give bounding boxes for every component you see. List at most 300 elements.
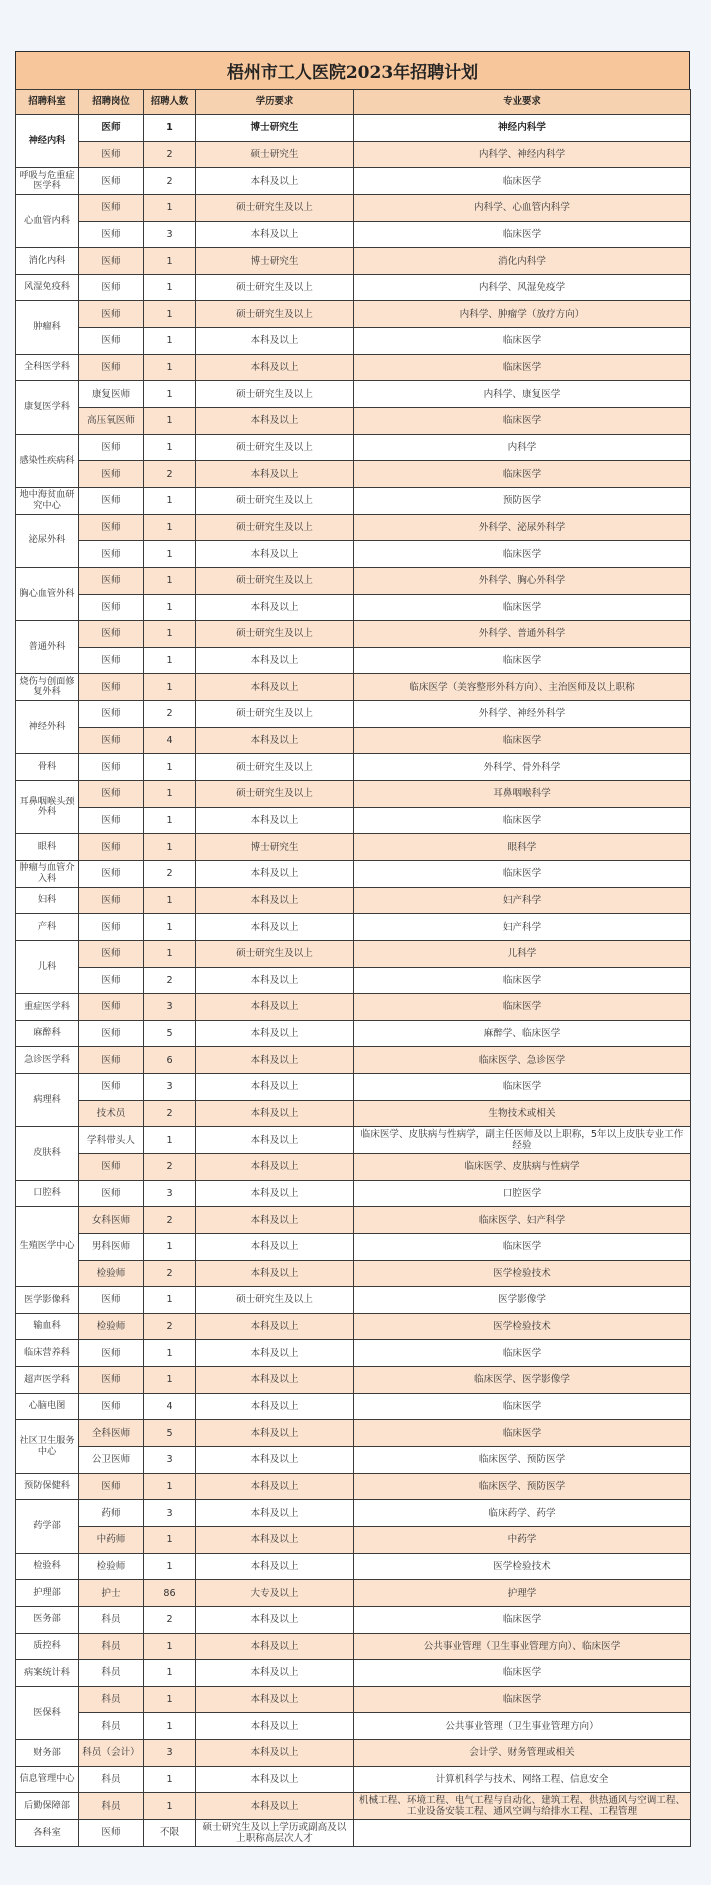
position-cell: 医师 — [79, 1367, 144, 1394]
position-cell: 医师 — [79, 781, 144, 808]
count-cell: 4 — [144, 727, 196, 754]
position-cell: 医师 — [79, 701, 144, 728]
count-cell: 4 — [144, 1393, 196, 1420]
table-row — [16, 727, 691, 754]
department-cell: 后勤保障部 — [16, 1793, 79, 1820]
education-cell: 本科及以上 — [196, 221, 354, 248]
major-cell: 临床医学、预防医学 — [354, 1447, 691, 1474]
position-cell: 医师 — [79, 141, 144, 168]
table-row — [16, 1127, 691, 1154]
major-cell: 临床医学 — [354, 1420, 691, 1447]
position-cell: 医师 — [79, 887, 144, 914]
position-cell: 康复医师 — [79, 381, 144, 408]
major-cell: 口腔医学 — [354, 1180, 691, 1207]
department-cell: 普通外科 — [16, 621, 79, 674]
education-cell: 博士研究生 — [196, 115, 354, 142]
education-cell: 本科及以上 — [196, 1686, 354, 1713]
education-cell: 本科及以上 — [196, 328, 354, 355]
count-cell: 2 — [144, 461, 196, 488]
education-cell: 本科及以上 — [196, 1606, 354, 1633]
recruitment-document — [15, 51, 690, 1847]
major-cell: 临床医学 — [354, 860, 691, 887]
department-cell: 肿瘤与血管介入科 — [16, 860, 79, 887]
table-row — [16, 248, 691, 275]
position-cell: 科员 — [79, 1793, 144, 1820]
position-cell: 医师 — [79, 194, 144, 221]
position-cell: 医师 — [79, 727, 144, 754]
count-cell: 3 — [144, 1180, 196, 1207]
major-cell: 外科学、神经外科学 — [354, 701, 691, 728]
table-row — [16, 194, 691, 221]
table-row — [16, 141, 691, 168]
count-cell: 2 — [144, 141, 196, 168]
position-cell: 科员 — [79, 1686, 144, 1713]
position-cell: 医师 — [79, 301, 144, 328]
table-row — [16, 487, 691, 514]
position-cell: 医师 — [79, 1020, 144, 1047]
document-title: 梧州市工人医院2023年招聘计划 — [15, 51, 690, 89]
major-cell: 内科学、康复医学 — [354, 381, 691, 408]
position-cell: 医师 — [79, 487, 144, 514]
major-cell: 麻醉学、临床医学 — [354, 1020, 691, 1047]
position-cell: 药师 — [79, 1500, 144, 1527]
education-cell: 本科及以上 — [196, 1020, 354, 1047]
count-cell: 1 — [144, 940, 196, 967]
table-row — [16, 1686, 691, 1713]
table-row — [16, 1313, 691, 1340]
education-cell: 硕士研究生及以上 — [196, 621, 354, 648]
table-row — [16, 1820, 691, 1847]
count-cell: 2 — [144, 1260, 196, 1287]
major-cell: 预防医学 — [354, 487, 691, 514]
department-cell: 麻醉科 — [16, 1020, 79, 1047]
table-row — [16, 1287, 691, 1314]
education-cell: 本科及以上 — [196, 1660, 354, 1687]
department-cell: 心脑电图 — [16, 1393, 79, 1420]
major-cell: 妇产科学 — [354, 914, 691, 941]
table-row — [16, 994, 691, 1021]
count-cell: 1 — [144, 487, 196, 514]
education-cell: 本科及以上 — [196, 1074, 354, 1101]
table-row — [16, 328, 691, 355]
department-cell: 神经外科 — [16, 701, 79, 754]
table-row — [16, 807, 691, 834]
count-cell: 1 — [144, 301, 196, 328]
header-department: 招聘科室 — [16, 90, 79, 115]
department-cell: 眼科 — [16, 834, 79, 861]
position-cell: 医师 — [79, 1473, 144, 1500]
major-cell: 临床药学、药学 — [354, 1500, 691, 1527]
count-cell: 1 — [144, 248, 196, 275]
education-cell: 本科及以上 — [196, 860, 354, 887]
count-cell: 1 — [144, 541, 196, 568]
department-cell: 输血科 — [16, 1313, 79, 1340]
education-cell: 本科及以上 — [196, 647, 354, 674]
position-cell: 医师 — [79, 1820, 144, 1847]
major-cell: 计算机科学与技术、网络工程、信息安全 — [354, 1766, 691, 1793]
education-cell: 本科及以上 — [196, 994, 354, 1021]
count-cell: 1 — [144, 781, 196, 808]
count-cell: 1 — [144, 594, 196, 621]
position-cell: 中药师 — [79, 1526, 144, 1553]
major-cell: 妇产科学 — [354, 887, 691, 914]
major-cell: 临床医学 — [354, 1074, 691, 1101]
education-cell: 本科及以上 — [196, 168, 354, 195]
position-cell: 医师 — [79, 1180, 144, 1207]
major-cell: 医学影像学 — [354, 1287, 691, 1314]
department-cell: 儿科 — [16, 940, 79, 993]
education-cell: 本科及以上 — [196, 1740, 354, 1767]
department-cell: 骨科 — [16, 754, 79, 781]
department-cell: 全科医学科 — [16, 354, 79, 381]
table-row — [16, 887, 691, 914]
education-cell: 硕士研究生及以上 — [196, 194, 354, 221]
count-cell: 1 — [144, 354, 196, 381]
major-cell: 临床医学 — [354, 541, 691, 568]
major-cell: 临床医学（美容整形外科方向）、主治医师及以上职称 — [354, 674, 691, 701]
department-cell: 心血管内科 — [16, 194, 79, 247]
count-cell: 1 — [144, 1233, 196, 1260]
education-cell: 本科及以上 — [196, 461, 354, 488]
position-cell: 医师 — [79, 621, 144, 648]
table-row — [16, 274, 691, 301]
major-cell: 临床医学、预防医学 — [354, 1473, 691, 1500]
position-cell: 医师 — [79, 248, 144, 275]
education-cell: 本科及以上 — [196, 1047, 354, 1074]
table-row — [16, 1153, 691, 1180]
table-row — [16, 168, 691, 195]
position-cell: 医师 — [79, 274, 144, 301]
table-body — [16, 115, 691, 1847]
major-cell: 临床医学 — [354, 1340, 691, 1367]
count-cell: 1 — [144, 1127, 196, 1154]
position-cell: 医师 — [79, 994, 144, 1021]
table-row — [16, 115, 691, 142]
table-row — [16, 754, 691, 781]
table-row — [16, 1740, 691, 1767]
education-cell: 本科及以上 — [196, 674, 354, 701]
table-row — [16, 1207, 691, 1234]
count-cell: 1 — [144, 1686, 196, 1713]
major-cell: 临床医学 — [354, 408, 691, 435]
major-cell: 临床医学 — [354, 168, 691, 195]
education-cell: 博士研究生 — [196, 834, 354, 861]
major-cell: 会计学、财务管理或相关 — [354, 1740, 691, 1767]
department-cell: 医务部 — [16, 1606, 79, 1633]
count-cell: 2 — [144, 1207, 196, 1234]
education-cell: 硕士研究生及以上 — [196, 274, 354, 301]
count-cell: 1 — [144, 115, 196, 142]
position-cell: 高压氧医师 — [79, 408, 144, 435]
table-row — [16, 1047, 691, 1074]
education-cell: 本科及以上 — [196, 727, 354, 754]
table-row — [16, 1260, 691, 1287]
count-cell: 1 — [144, 1340, 196, 1367]
education-cell: 博士研究生 — [196, 248, 354, 275]
header-row — [16, 90, 691, 115]
table-row — [16, 434, 691, 461]
position-cell: 护士 — [79, 1580, 144, 1607]
count-cell: 2 — [144, 1606, 196, 1633]
position-cell: 女科医师 — [79, 1207, 144, 1234]
department-cell: 财务部 — [16, 1740, 79, 1767]
department-cell: 各科室 — [16, 1820, 79, 1847]
position-cell: 医师 — [79, 674, 144, 701]
count-cell: 1 — [144, 1473, 196, 1500]
department-cell: 医保科 — [16, 1686, 79, 1739]
department-cell: 呼吸与危重症医学科 — [16, 168, 79, 195]
major-cell: 公共事业管理（卫生事业管理方向） — [354, 1713, 691, 1740]
position-cell: 科员 — [79, 1660, 144, 1687]
table-row — [16, 1580, 691, 1607]
count-cell: 3 — [144, 221, 196, 248]
table-row — [16, 408, 691, 435]
education-cell: 本科及以上 — [196, 1420, 354, 1447]
table-row — [16, 1367, 691, 1394]
major-cell: 临床医学 — [354, 1686, 691, 1713]
table-row — [16, 1766, 691, 1793]
major-cell: 外科学、普通外科学 — [354, 621, 691, 648]
position-cell: 学科带头人 — [79, 1127, 144, 1154]
major-cell: 眼科学 — [354, 834, 691, 861]
table-row — [16, 1713, 691, 1740]
count-cell: 86 — [144, 1580, 196, 1607]
major-cell: 临床医学、皮肤病与性病学，副主任医师及以上职称，5年以上皮肤专业工作经验 — [354, 1127, 691, 1154]
position-cell: 检验师 — [79, 1313, 144, 1340]
major-cell: 临床医学 — [354, 461, 691, 488]
count-cell: 1 — [144, 1526, 196, 1553]
education-cell: 硕士研究生及以上 — [196, 781, 354, 808]
education-cell: 本科及以上 — [196, 914, 354, 941]
major-cell: 生物技术或相关 — [354, 1100, 691, 1127]
table-row — [16, 1020, 691, 1047]
header-count: 招聘人数 — [144, 90, 196, 115]
education-cell: 本科及以上 — [196, 1233, 354, 1260]
table-row — [16, 381, 691, 408]
count-cell: 2 — [144, 168, 196, 195]
education-cell: 本科及以上 — [196, 1127, 354, 1154]
education-cell: 本科及以上 — [196, 1713, 354, 1740]
department-cell: 生殖医学中心 — [16, 1207, 79, 1287]
count-cell: 1 — [144, 381, 196, 408]
position-cell: 男科医师 — [79, 1233, 144, 1260]
major-cell: 儿科学 — [354, 940, 691, 967]
position-cell: 医师 — [79, 754, 144, 781]
position-cell: 医师 — [79, 221, 144, 248]
position-cell: 医师 — [79, 940, 144, 967]
major-cell: 内科学、心血管内科学 — [354, 194, 691, 221]
table-row — [16, 834, 691, 861]
department-cell: 胸心血管外科 — [16, 567, 79, 620]
education-cell: 硕士研究生及以上 — [196, 514, 354, 541]
position-cell: 医师 — [79, 834, 144, 861]
table-row — [16, 1606, 691, 1633]
position-cell: 科员 — [79, 1606, 144, 1633]
education-cell: 本科及以上 — [196, 807, 354, 834]
count-cell: 1 — [144, 1793, 196, 1820]
table-row — [16, 860, 691, 887]
major-cell: 临床医学 — [354, 1393, 691, 1420]
department-cell: 超声医学科 — [16, 1367, 79, 1394]
position-cell: 医师 — [79, 594, 144, 621]
table-row — [16, 461, 691, 488]
position-cell: 医师 — [79, 1287, 144, 1314]
major-cell: 临床医学 — [354, 328, 691, 355]
education-cell: 本科及以上 — [196, 1500, 354, 1527]
count-cell: 1 — [144, 1367, 196, 1394]
major-cell: 临床医学 — [354, 1660, 691, 1687]
education-cell: 本科及以上 — [196, 1100, 354, 1127]
major-cell: 医学检验技术 — [354, 1553, 691, 1580]
position-cell: 医师 — [79, 115, 144, 142]
table-row — [16, 1233, 691, 1260]
department-cell: 护理部 — [16, 1580, 79, 1607]
count-cell: 1 — [144, 621, 196, 648]
count-cell: 2 — [144, 1100, 196, 1127]
count-cell: 1 — [144, 567, 196, 594]
table-row — [16, 1180, 691, 1207]
position-cell: 检验师 — [79, 1260, 144, 1287]
count-cell: 1 — [144, 408, 196, 435]
education-cell: 本科及以上 — [196, 967, 354, 994]
major-cell: 临床医学 — [354, 594, 691, 621]
education-cell: 本科及以上 — [196, 408, 354, 435]
count-cell: 2 — [144, 1153, 196, 1180]
education-cell: 硕士研究生及以上 — [196, 487, 354, 514]
department-cell: 信息管理中心 — [16, 1766, 79, 1793]
major-cell: 临床医学 — [354, 807, 691, 834]
major-cell: 临床医学 — [354, 354, 691, 381]
table-row — [16, 674, 691, 701]
department-cell: 口腔科 — [16, 1180, 79, 1207]
education-cell: 大专及以上 — [196, 1580, 354, 1607]
table-row — [16, 594, 691, 621]
major-cell: 耳鼻咽喉科学 — [354, 781, 691, 808]
major-cell: 内科学、风湿免疫学 — [354, 274, 691, 301]
position-cell: 医师 — [79, 434, 144, 461]
major-cell: 临床医学 — [354, 994, 691, 1021]
count-cell: 1 — [144, 887, 196, 914]
count-cell: 1 — [144, 1553, 196, 1580]
department-cell: 神经内科 — [16, 115, 79, 168]
education-cell: 本科及以上 — [196, 1340, 354, 1367]
count-cell: 3 — [144, 1074, 196, 1101]
count-cell: 6 — [144, 1047, 196, 1074]
position-cell: 科员 — [79, 1633, 144, 1660]
count-cell: 1 — [144, 674, 196, 701]
education-cell: 本科及以上 — [196, 1553, 354, 1580]
department-cell: 社区卫生服务中心 — [16, 1420, 79, 1473]
position-cell: 医师 — [79, 1340, 144, 1367]
department-cell: 病理科 — [16, 1074, 79, 1127]
count-cell: 5 — [144, 1420, 196, 1447]
table-row — [16, 1633, 691, 1660]
education-cell: 硕士研究生及以上 — [196, 434, 354, 461]
major-cell: 临床医学、妇产科学 — [354, 1207, 691, 1234]
education-cell: 本科及以上 — [196, 1153, 354, 1180]
education-cell: 本科及以上 — [196, 594, 354, 621]
table-row — [16, 1553, 691, 1580]
position-cell: 医师 — [79, 807, 144, 834]
major-cell: 临床医学、皮肤病与性病学 — [354, 1153, 691, 1180]
count-cell: 1 — [144, 807, 196, 834]
table-row — [16, 567, 691, 594]
position-cell: 医师 — [79, 1153, 144, 1180]
major-cell: 内科学 — [354, 434, 691, 461]
major-cell: 中药学 — [354, 1526, 691, 1553]
header-education: 学历要求 — [196, 90, 354, 115]
table-row — [16, 914, 691, 941]
count-cell: 1 — [144, 647, 196, 674]
education-cell: 硕士研究生及以上 — [196, 301, 354, 328]
position-cell: 医师 — [79, 1393, 144, 1420]
position-cell: 公卫医师 — [79, 1447, 144, 1474]
education-cell: 本科及以上 — [196, 541, 354, 568]
table-row — [16, 1420, 691, 1447]
education-cell: 本科及以上 — [196, 1367, 354, 1394]
table-row — [16, 1473, 691, 1500]
major-cell: 消化内科学 — [354, 248, 691, 275]
count-cell: 1 — [144, 328, 196, 355]
table-row — [16, 1500, 691, 1527]
table-row — [16, 1793, 691, 1820]
major-cell: 临床医学 — [354, 1606, 691, 1633]
count-cell: 3 — [144, 994, 196, 1021]
position-cell: 医师 — [79, 354, 144, 381]
major-cell: 临床医学 — [354, 221, 691, 248]
table-row — [16, 621, 691, 648]
position-cell: 科员（会计） — [79, 1740, 144, 1767]
major-cell: 临床医学、医学影像学 — [354, 1367, 691, 1394]
count-cell: 5 — [144, 1020, 196, 1047]
department-cell: 肿瘤科 — [16, 301, 79, 354]
major-cell: 外科学、泌尿外科学 — [354, 514, 691, 541]
department-cell: 临床营养科 — [16, 1340, 79, 1367]
count-cell: 不限 — [144, 1820, 196, 1847]
table-row — [16, 701, 691, 728]
position-cell: 医师 — [79, 328, 144, 355]
major-cell: 医学检验技术 — [354, 1313, 691, 1340]
position-cell: 医师 — [79, 567, 144, 594]
education-cell: 本科及以上 — [196, 1180, 354, 1207]
department-cell: 产科 — [16, 914, 79, 941]
education-cell: 本科及以上 — [196, 1766, 354, 1793]
table-row — [16, 1074, 691, 1101]
count-cell: 1 — [144, 834, 196, 861]
table-row — [16, 1393, 691, 1420]
table-row — [16, 1447, 691, 1474]
major-cell: 外科学、骨外科学 — [354, 754, 691, 781]
major-cell: 外科学、胸心外科学 — [354, 567, 691, 594]
table-row — [16, 1340, 691, 1367]
major-cell: 内科学、神经内科学 — [354, 141, 691, 168]
major-cell: 内科学、肿瘤学（放疗方向） — [354, 301, 691, 328]
position-cell: 医师 — [79, 967, 144, 994]
count-cell: 1 — [144, 1633, 196, 1660]
position-cell: 检验师 — [79, 1553, 144, 1580]
major-cell — [354, 1820, 691, 1847]
education-cell: 硕士研究生及以上 — [196, 754, 354, 781]
education-cell: 本科及以上 — [196, 1260, 354, 1287]
table-row — [16, 541, 691, 568]
major-cell: 临床医学 — [354, 1233, 691, 1260]
count-cell: 1 — [144, 194, 196, 221]
department-cell: 耳鼻咽喉头颈外科 — [16, 781, 79, 834]
position-cell: 医师 — [79, 168, 144, 195]
education-cell: 硕士研究生及以上 — [196, 701, 354, 728]
count-cell: 1 — [144, 1287, 196, 1314]
education-cell: 本科及以上 — [196, 1313, 354, 1340]
